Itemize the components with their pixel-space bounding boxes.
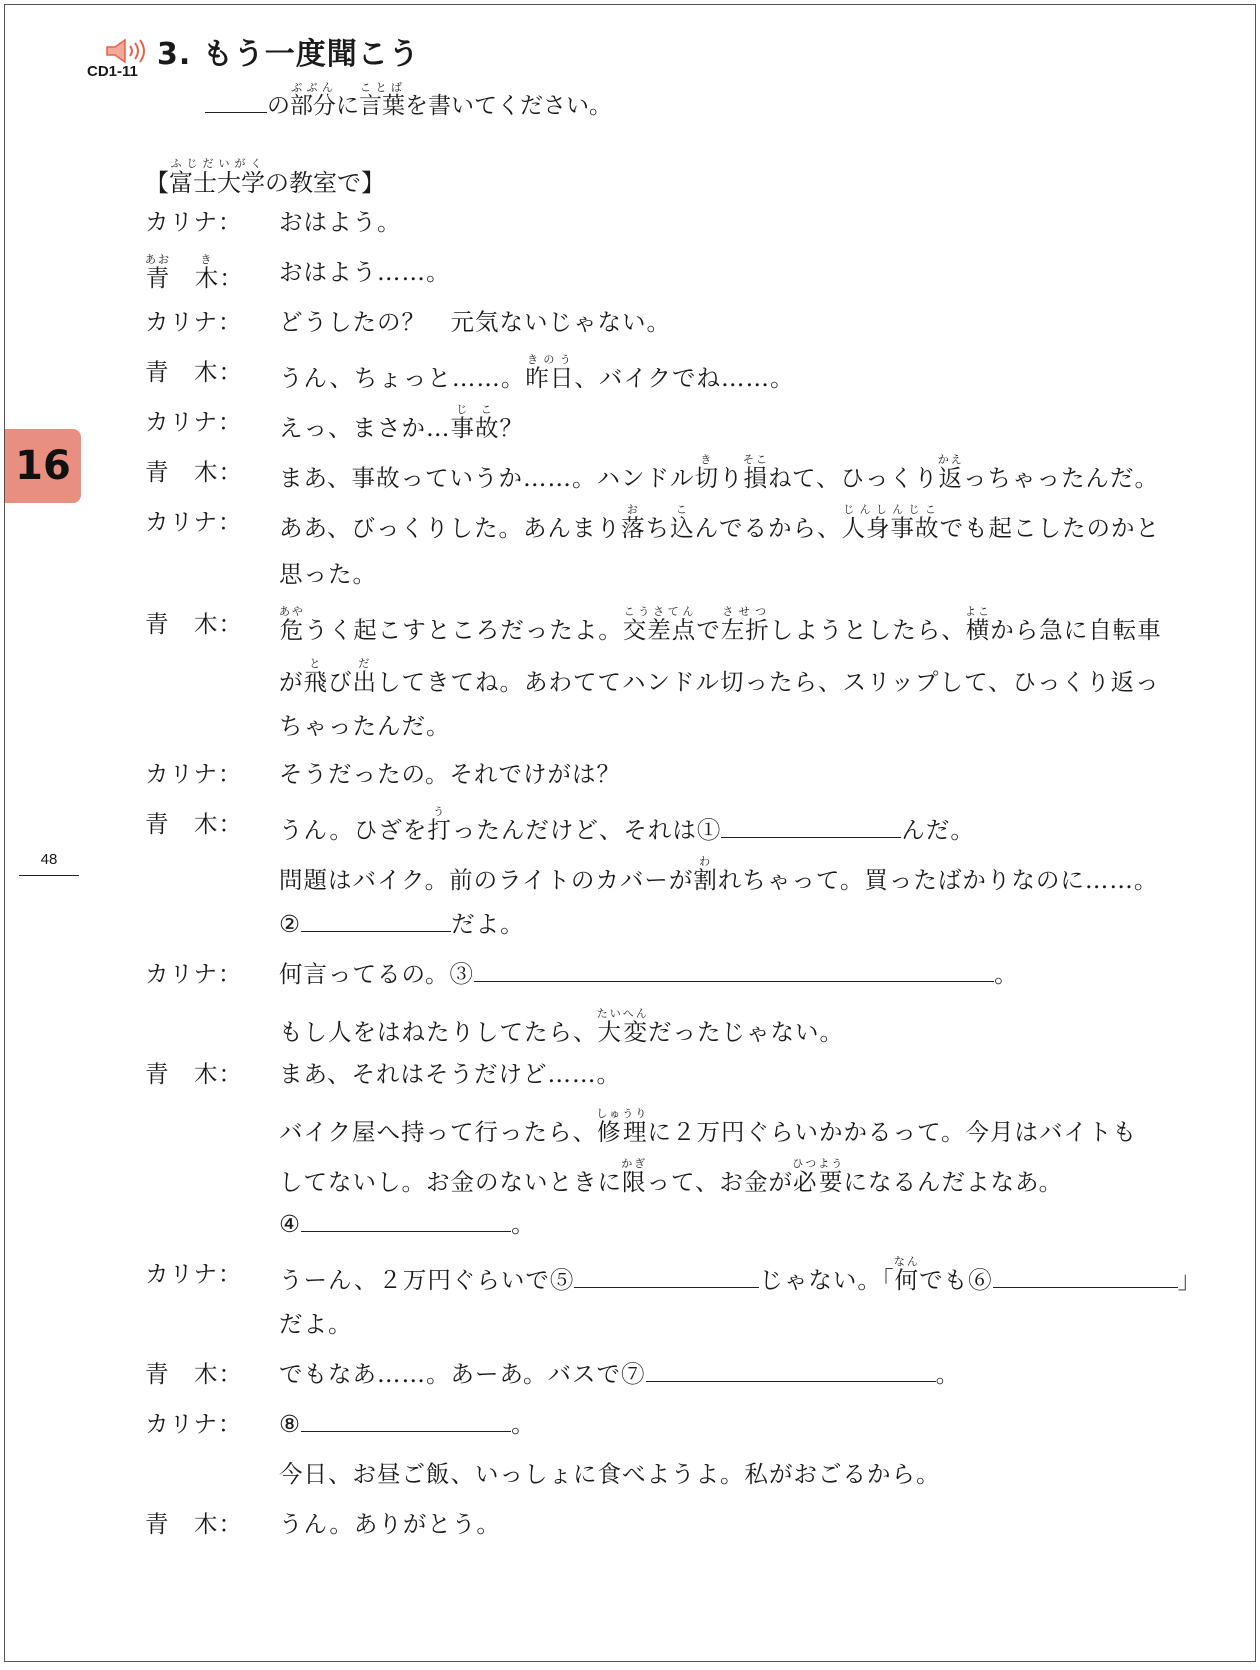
page-number-rule xyxy=(19,875,79,876)
answer-blank-2[interactable] xyxy=(301,911,451,932)
dialogue-line: うーん、２万円ぐらいで⑤ じゃない。「何なんでも⑥ 」 xyxy=(279,1255,1203,1294)
dialogue-line-cont: ちゃったんだ。 xyxy=(279,712,451,740)
answer-blank-6[interactable] xyxy=(993,1267,1178,1288)
speaker-karina: カリナ： xyxy=(145,1410,243,1438)
textbook-page xyxy=(4,4,1256,1662)
dialogue-line-cont: バイク屋へ持って行ったら、修理しゅうりに２万円ぐらいかかるって。今月はバイトも xyxy=(279,1107,1138,1146)
dialogue-line-cont: だよ。 xyxy=(279,1310,353,1338)
speaker-aoki: 青 木： xyxy=(145,458,243,486)
answer-blank-5[interactable] xyxy=(574,1267,759,1288)
dialogue-line: おはよう。 xyxy=(279,208,402,236)
speaker-karina: カリナ： xyxy=(145,408,243,436)
cd-track-label: CD1-11 xyxy=(87,63,138,80)
speaker-karina: カリナ： xyxy=(145,208,243,236)
speaker-karina: カリナ： xyxy=(145,1260,243,1288)
speaker-aoki: 青 木： xyxy=(145,1360,243,1388)
speaker-karina: カリナ： xyxy=(145,508,243,536)
chapter-tab: 16 xyxy=(5,429,81,503)
dialogue-line: そうだったの。それでけがは？ xyxy=(279,760,622,788)
dialogue-line: でもなあ……。あーあ。バスで⑦ 。 xyxy=(279,1360,961,1388)
page-number: 48 xyxy=(40,851,58,868)
dialogue-line: ⑧ 。 xyxy=(279,1410,536,1438)
dialogue-line-cont: が飛とび出だしてきてね。あわててハンドル切ったら、スリップして、ひっくり返っ xyxy=(279,657,1160,696)
speaker-aoki: 青 木： xyxy=(145,358,243,386)
dialogue-line: 何言ってるの。③ 。 xyxy=(279,960,1019,988)
blank-example xyxy=(205,111,267,113)
dialogue-line-cont: 今日、お昼ご飯、いっしょに食べようよ。私がおごるから。 xyxy=(279,1460,941,1488)
answer-blank-4[interactable] xyxy=(301,1211,511,1232)
instruction-text: の部分ぶぶんに言葉ことばを書いてください。 xyxy=(267,81,612,119)
dialogue-line: ああ、びっくりした。あんまり落おち込こんでるから、人身事故じんしんじこでも起こしたのかと xyxy=(279,503,1161,542)
dialogue-line-cont: 思った。 xyxy=(279,560,377,588)
dialogue-line: 危あやうく起こすところだったよ。交差点こうさてんで左折させつしようとしたら、横よこから急に自転車 xyxy=(279,605,1162,644)
dialogue-line: どうしたの？ 元気ないじゃない。 xyxy=(279,308,671,336)
answer-blank-1[interactable] xyxy=(721,817,901,838)
speaker-aoki: 青 木： xyxy=(145,610,243,638)
dialogue-line: まあ、事故っていうか……。ハンドル切きり損そこねて、ひっくり返かえっちゃったんだ。 xyxy=(279,453,1160,492)
audio-speaker-icon xyxy=(105,37,151,65)
dialogue-line: うん。ひざを打うったんだけど、それは① んだ。 xyxy=(279,805,975,844)
dialogue-line: まあ、それはそうだけど……。 xyxy=(279,1060,622,1088)
section-title xyxy=(105,29,420,73)
scene-heading: 【富士大学ふじだいがくの教室で】 xyxy=(145,157,385,197)
answer-blank-3[interactable] xyxy=(474,961,994,982)
dialogue-line: うん、ちょっと……。昨日きのう、バイクでね……。 xyxy=(279,353,795,392)
dialogue-line-cont: してないし。お金のないときに限かぎって、お金が必要ひつようになるんだよなあ。 xyxy=(279,1157,1064,1196)
speaker-aoki: 青 木： xyxy=(145,810,243,838)
dialogue-line-cont: ④ 。 xyxy=(279,1210,536,1238)
instructions xyxy=(205,81,612,120)
dialogue-line-cont: 問題はバイク。前のライトのカバーが割われちゃって。買ったばかりなのに……。 xyxy=(279,855,1159,894)
speaker-karina: カリナ： xyxy=(145,760,243,788)
speaker-aoki: 青 木： xyxy=(145,1510,243,1538)
answer-blank-8[interactable] xyxy=(301,1411,511,1432)
dialogue-line-cont: ② だよ。 xyxy=(279,910,525,938)
speaker-aoki: 青 木： xyxy=(145,1060,243,1088)
speaker-karina: カリナ： xyxy=(145,308,243,336)
dialogue-line: えっ、まさか…事故じこ？ xyxy=(279,403,524,442)
dialogue-line: うん。ありがとう。 xyxy=(279,1510,501,1538)
section-title-text: 3. もう一度聞こう xyxy=(157,37,420,72)
answer-blank-7[interactable] xyxy=(646,1361,936,1382)
speaker-aoki: 青あお 木き： xyxy=(145,253,244,292)
dialogue-line: おはよう……。 xyxy=(279,258,451,286)
speaker-karina: カリナ： xyxy=(145,960,243,988)
dialogue-line-cont: もし人をはねたりしてたら、大変たいへんだったじゃない。 xyxy=(279,1007,844,1046)
